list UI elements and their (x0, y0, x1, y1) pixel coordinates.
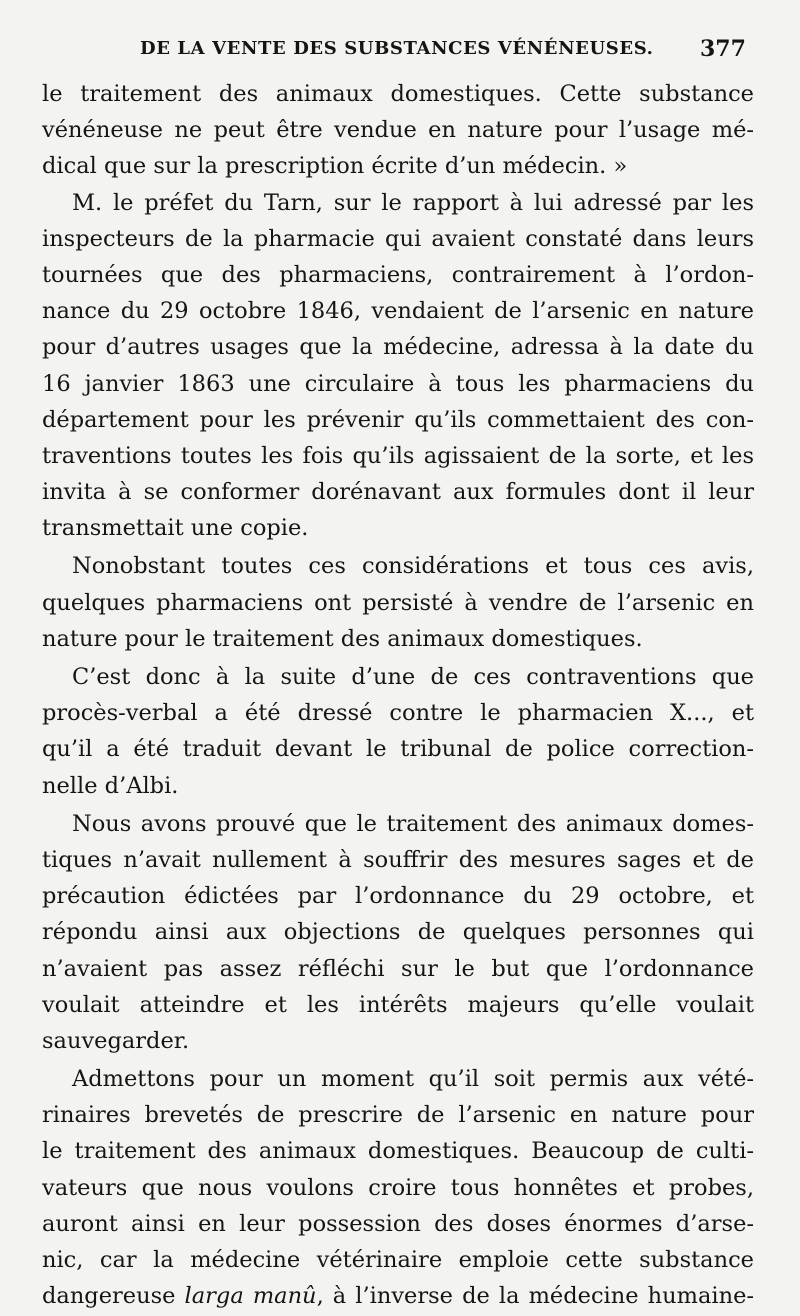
paragraph-start-line: C’est donc à la suite d’une de ces contraventions que (72, 664, 754, 690)
text-line: inspecteurs de la pharmacie qui avaient constaté dans leurs (42, 225, 754, 252)
body-text (42, 76, 754, 1314)
text-line: procès-verbal a été dressé contre le pharmacien X..., et (42, 700, 754, 727)
text-line: rinaires brevetés de prescrire de l’arsenic en nature pour (42, 1102, 754, 1129)
text-line: transmettait une copie. (42, 515, 309, 542)
text-line: dical que sur la prescription écrite d’un médecin. » (42, 153, 628, 180)
text-line: nature pour le traitement des animaux domestiques. (42, 625, 643, 652)
text-line: le traitement des animaux domestiques. Cette substance (42, 81, 754, 107)
text-line: département pour les prévenir qu’ils commettaient des con- (42, 406, 754, 433)
text-line: répondu ainsi aux objections de quelques personnes qui (42, 919, 754, 946)
text-line: tournées que des pharmaciens, contrairement à l’ordon- (42, 261, 754, 288)
text-line: tiques n’avait nullement à souffrir des mesures sages et de (42, 846, 754, 873)
text-line: nance du 29 octobre 1846, vendaient de l’arsenic en nature (42, 298, 754, 325)
text-line: traventions toutes les fois qu’ils agissaient de la sorte, et les (42, 442, 754, 469)
italic-phrase: larga manû (184, 1283, 317, 1310)
paragraph-start-line: M. le préfet du Tarn, sur le rapport à lui adressé par les (72, 189, 754, 216)
text-line: pour d’autres usages que la médecine, adressa à la date du (42, 334, 754, 361)
text-segment: dangereuse (42, 1283, 185, 1310)
text-segment: , à l’inverse de la médecine humaine- (316, 1283, 754, 1310)
paragraph-start-line: Nous avons prouvé que le traitement des animaux domes- (72, 810, 754, 837)
text-line: le traitement des animaux domestiques. Beaucoup de culti- (42, 1138, 754, 1165)
text-line: qu’il a été traduit devant le tribunal de police correction- (42, 736, 754, 763)
text-line: sauvegarder. (42, 1027, 190, 1054)
text-line: n’avaient pas assez réfléchi sur le but que l’ordonnance (42, 955, 754, 982)
text-line: auront ainsi en leur possession des doses énormes d’arse- (42, 1210, 754, 1237)
paragraph-start-line: Admettons pour un moment qu’il soit permis aux vété- (72, 1066, 754, 1093)
text-line-final (42, 1278, 754, 1314)
text-line: vateurs que nous voulons croire tous honnêtes et probes, (42, 1174, 754, 1201)
text-line: vénéneuse ne peut être vendue en nature pour l’usage mé- (42, 117, 754, 144)
text-line: invita à se conformer dorénavant aux formules dont il leur (42, 479, 754, 506)
text-line: quelques pharmaciens ont persisté à vendre de l’arsenic en (42, 589, 754, 616)
text-line: nic, car la médecine vétérinaire emploie cette substance (42, 1247, 754, 1273)
text-line: 16 janvier 1863 une circulaire à tous les pharmaciens du (42, 370, 754, 397)
paragraph-start-line: Nonobstant toutes ces considérations et tous ces avis, (72, 553, 754, 580)
text-line: voulait atteindre et les intérêts majeurs qu’elle voulait (42, 991, 754, 1018)
running-head: DE LA VENTE DES SUBSTANCES VÉNÉNEUSES. (140, 38, 654, 59)
text-line: nelle d’Albi. (42, 772, 179, 799)
page-number: 377 (700, 36, 746, 62)
text-line: précaution édictées par l’ordonnance du 29 octobre, et (42, 883, 754, 910)
